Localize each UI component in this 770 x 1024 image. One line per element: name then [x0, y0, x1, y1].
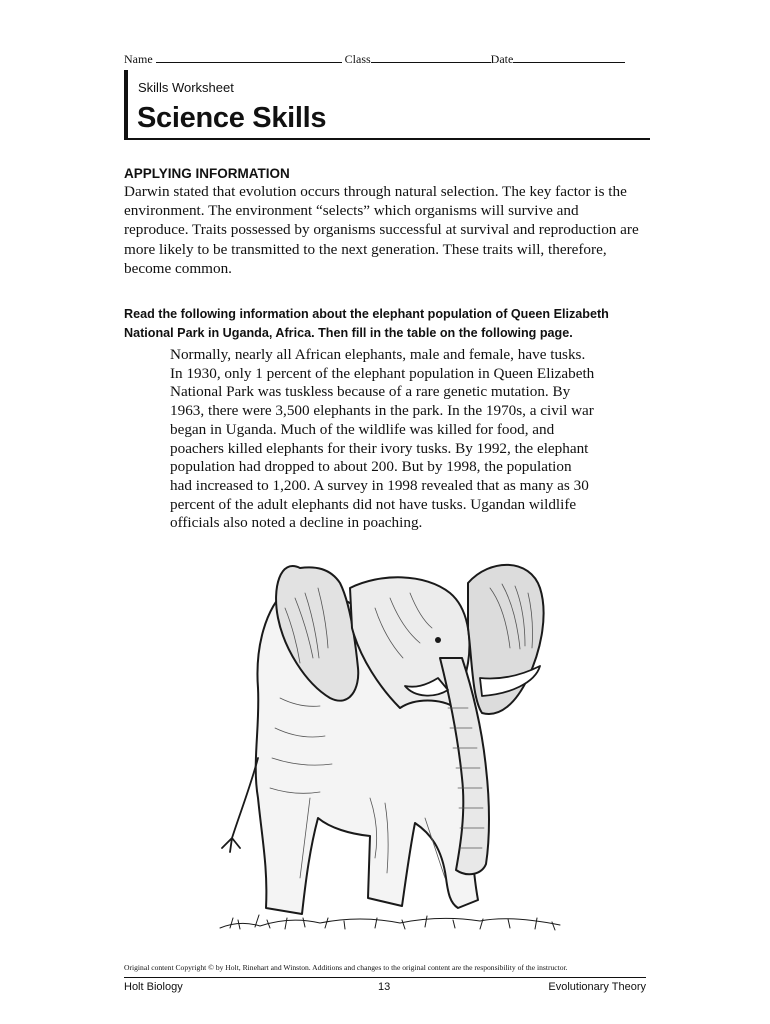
worksheet-kicker: Skills Worksheet	[138, 80, 234, 95]
section-heading: APPLYING INFORMATION	[124, 166, 290, 181]
date-label: Date	[490, 52, 514, 66]
page-title: Science Skills	[137, 102, 327, 134]
elephant-tail	[222, 758, 258, 852]
instructions: Read the following information about the elephant population of Queen Elizabeth National Park in Uganda, Africa. Then fill in the table on the following page.	[124, 307, 609, 340]
page-footer	[124, 981, 646, 997]
name-label: Name	[124, 52, 153, 66]
footer-book-title: Holt Biology	[124, 981, 183, 993]
date-blank[interactable]	[513, 52, 625, 63]
footer-chapter-title: Evolutionary Theory	[548, 981, 646, 993]
intro-paragraph: Darwin stated that evolution occurs through natural selection. The key factor is the environment. The environment “selects” which organisms will survive and reproduce. Traits possessed by organisms successful at survival and reproduction are more likely to be transmitted to the next generation. These traits will, therefore, become common.	[124, 183, 639, 277]
name-blank[interactable]	[156, 52, 342, 63]
elephant-eye	[435, 637, 441, 643]
name-class-date-line	[124, 52, 644, 67]
class-blank[interactable]	[371, 52, 491, 63]
class-label: Class	[344, 52, 371, 66]
worksheet-header	[124, 70, 650, 140]
grass-illustration	[220, 915, 560, 930]
elephant-illustration	[210, 548, 570, 944]
footer-divider	[124, 977, 646, 978]
reading-passage: Normally, nearly all African elephants, male and female, have tusks. In 1930, only 1 percent of the elephant population in Queen Elizabeth National Park was tuskless because of a rare genetic mutation. By 1963, there were 3,500 elephants in the park. In the 1970s, a civil war began in Uganda. Much of the wildlife was killed for food, and poachers killed elephants for their ivory tusks. By 1992, the elephant population had dropped to about 200. But by 1998, the population had increased to 1,200. A survey in 1998 revealed that as many as 30 percent of the adult elephants did not have tusks. Ugandan wildlife officials also noted a decline in poaching.	[170, 346, 595, 532]
copyright-notice: Original content Copyright © by Holt, Rinehart and Winston. Additions and changes to the original content are the responsibility of the instructor.	[124, 963, 568, 972]
page-number: 13	[378, 981, 391, 993]
